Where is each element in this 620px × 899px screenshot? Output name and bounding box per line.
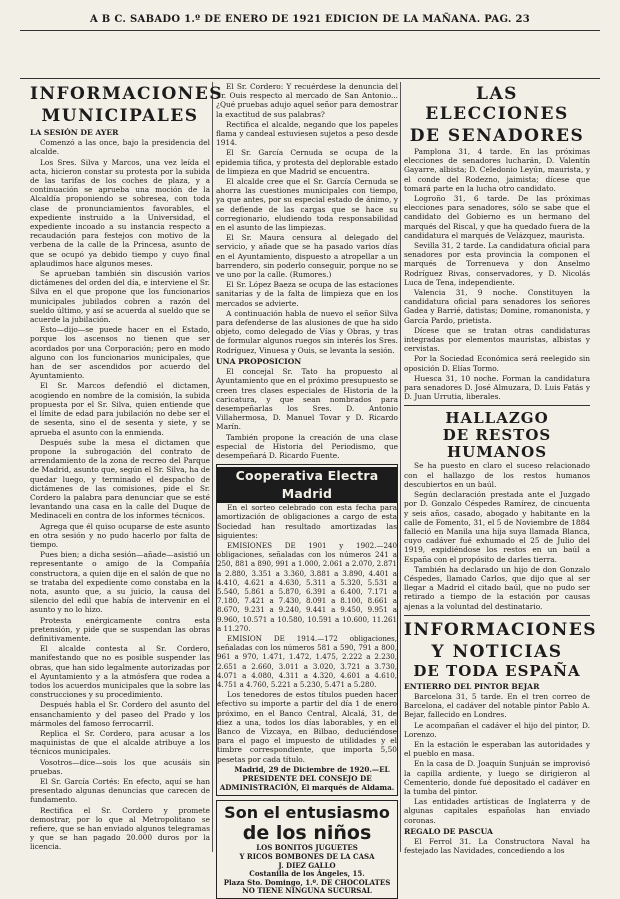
ad-line: NO TIENE NINGUNA SUCURSAL — [242, 886, 372, 896]
paragraph: El alcalde contesta al Sr. Cordero, manifestando que no es posible suspender las obras, que han sido legalmente autorizadas por el Ayuntamiento y a la atmósfera que rodea a todos los acuerdos municipales que la sobre las construcciones y su procedimiento. — [30, 644, 210, 700]
paragraph: A continuación habla de nuevo el señor Silva para defenderse de las alusiones de que ha sido objeto, como delegado de Vías y Obras, y tras de formular algunos ruegos sin interés los Sres. Rodríguez, Vinuesa y Ouis, se levanta la sesión. — [216, 308, 398, 355]
ad-line: Plaza Sto. Domingo, 1.º. DE CHOCOLATES — [223, 877, 391, 887]
ad-paragraph: EMISION DE 1914.—172 obligaciones, señaladas con los números 581 a 590, 791 a 800, 961 a 970, 1.471, 1.472, 1.475, 2.222 a 2.230, 2.651 a 2.660, 3.011 a 3.020, 3.721 a 3.730, 4.071 a 4.080, 4.311 a 4.320, 4.601 a 4.610, 4.751 a 4.760, 5.221 a 5.230, 5.471 a 5.280. — [217, 633, 397, 689]
ad-line: Costanilla de los Ángeles, 15. — [249, 869, 365, 879]
paragraph: Protesta enérgicamente contra esta pretensión, y pide que se suspendan las obras definitivamente. — [30, 615, 210, 643]
paragraph: Pamplona 31, 4 tarde. En las próximas elecciones de senadores lucharán, D. Valentín Gayarre, albista; D. Celedonio Leyún, maurista, y el conde del Rodezno, jaimista; dícese que tomará parte en la lucha otro candidato. — [404, 147, 590, 193]
paragraph: Después habla el Sr. Cordero del asunto del ensanchamiento y del paseo del Prado y los mármoles del famoso ferrocarril. — [30, 700, 210, 728]
headline-elecciones: LAS ELECCIONES — [425, 84, 569, 124]
section-heading: REGALO DE PASCUA — [404, 826, 493, 836]
paragraph: También propone la creación de una clase especial de Historia del Periodismo, que desempeñará D. Ricardo Fuente. — [216, 432, 398, 460]
paragraph: Barcelona 31, 5 tarde. En el tren correo de Barcelona, el cadáver del notable pintor Pablo A. Bejar, fallecido en Londres. — [404, 691, 590, 720]
section-heading: ENTIERRO DEL PINTOR BEJAR — [404, 681, 540, 691]
paragraph: En la estación le esperaban las autoridades y el pueblo en masa. — [404, 739, 590, 759]
ad-headline: de los niños — [242, 822, 372, 845]
divider — [404, 405, 590, 406]
paragraph: El concejal Sr. Tato ha propuesto al Ayuntamiento que en el próximo presupuesto se creen tres clases especiales de Historia de la caricatura, y que sean nombrados para desempeñarlas los Sres. D. Antonio Villahermosa, D. Manuel Tovar y D. Ricardo Marín. — [216, 367, 398, 432]
paragraph: Logroño 31, 6 tarde. De las próximas elecciones para senadores, sólo se sabe que el candidato del Gobierno es un hermano del marqués del Riscal, y que ha quedado fuera de la candidatura el marqués de Velázquez, maurista. — [404, 194, 590, 240]
middle-column — [216, 82, 398, 896]
paragraph: También ha declarado un hijo de don Gonzalo Céspedes, llamado Carlos, que dijo que al ser llegar a Madrid el citado baúl, que no pudo ser retirado a tiempo de la estación por causas ajenas a la voluntad del destinatario. — [404, 564, 590, 611]
paragraph: Replica el Sr. Cordero, para acusar a los maquinistas de que el alcalde atribuye a los técnicos municipales. — [30, 729, 210, 757]
ad-signature: Madrid, 29 de Diciembre de 1920.—EL PRESIDENTE DEL CONSEJO DE ADMINISTRACIÓN, El marqués de Aldama. — [219, 764, 395, 793]
paragraph: Los Sres. Silva y Marcos, una vez leída el acta, hicieron constar su protesta por la subida de las tarifas de los coches de plaza, y a continuación se aprueba una moción de la Alcaldía proponiendo se sobresea, con toda clase de pronunciamientos favorables, el expediente instruido a la Universidad, el expediente incoado a su instancia respecto a recaudación para festejos con motivo de la verbena de la calle de la Princesa, asunto de que se ocupó ya debido tiempo y cuyo final aplaudimos hace algunos meses. — [30, 157, 210, 268]
paragraph: Por la Sociedad Económica será reelegido sin oposición D. Elías Tormo. — [404, 354, 590, 373]
paragraph: Rectifica el Sr. Cordero y promete demostrar, por lo que al Metropolitano se refiere, que se han enviado algunos telegramas y que se han pagado 20.000 duros por la licencia. — [30, 805, 210, 852]
headline-informaciones-2: INFORMACIONES — [404, 619, 598, 640]
paragraph: Agrega que él quiso ocuparse de este asunto en otra sesión y no pudo hacerlo por falta de tiempo. — [30, 521, 210, 549]
ad-line: LOS BONITOS JUGUETES — [256, 843, 358, 853]
left-column — [30, 82, 224, 852]
paragraph: El alcalde cree que el Sr. García Cernuda se ahorra las cuestiones municipales con tiempo, ya que antes, por su especial estado de ánimo, y se defiende de las cargas que se hace su corregionario, eludiendo toda responsabilidad en el asunto de las limpiezas. — [216, 177, 398, 233]
ad-line: J. DIEZ GALLO — [278, 860, 336, 870]
paragraph: Comenzó a las once, bajo la presidencia del alcalde. — [30, 138, 210, 157]
column-divider — [400, 82, 401, 852]
paragraph: El Sr. López Baeza se ocupa de las estaciones sanitarias y de la falta de limpieza que en los mercados se advierte. — [216, 280, 398, 308]
paragraph: Se aprueban también sin discusión varios dictámenes del orden del día, e interviene el Sr. Silva en el que propone que los funcionarios municipales jubilados cobren a razón del sueldo último, y así se acuerda al sueldo que se acuerde la jubilación. — [30, 269, 210, 325]
divider — [404, 615, 590, 616]
paragraph: El Sr. Maura censura al delegado del servicio, y añade que se ha pasado varios días en el Ayuntamiento, dispuesto a atropellar a un barrendero, sin poderlo conseguir, porque no se ve uno por la calle. (Rumores.) — [216, 233, 398, 280]
right-column — [404, 82, 598, 856]
paragraph: Pues bien; a dicha sesión—añade—asistió un representante o amigo de la Compañía constructora, a quien dije en el salón de que no se trataba del expediente como constaba en la nota, asunto que, a su juicio, la causa del silencio del edil que había de intervenir en el asunto y no lo hizo. — [30, 550, 210, 615]
ad-title: Cooperativa Electra Madrid — [217, 467, 397, 503]
paragraph: En la casa de D. Joaquín Sunjuán se improvisó la capilla ardiente, y luego se dirigieron al Cementerio, donde fué depositado el cadáver en la tumba del pintor. — [404, 759, 590, 796]
paragraph: El Ferrol 31. La Constructora Naval ha festejado las Navidades, concediendo a los — [404, 836, 590, 856]
paragraph: Valencia 31, 9 noche. Constituyen la candidatura oficial para senadores los señores Gadea y Barrié, datistas; Domine, romanonista, y García Pardo, prietista. — [404, 288, 590, 325]
column-divider — [212, 82, 213, 852]
paragraph: Las entidades artísticas de Inglaterra y de algunas capitales españolas han enviado coronas. — [404, 797, 590, 825]
ad-paragraph: EMISIONES DE 1901 y 1902.—240 obligaciones, señaladas con los números 241 a 250, 881 a 890, 991 a 1.000, 2.061 a 2.070, 2.871 a 2.880, 3.351 a 3.360, 3.881 a 3.890, 4.401 a 4.410, 4.621 a 4.630, 5.311 a 5.320, 5.531 a 5.540, 5.861 a 5.870, 6.391 a 6.400, 7.171 a 7.180, 7.421 a 7.430, 8.091 a 8.100, 8.661 a 8.670, 9.231 a 9.240, 9.441 a 9.450, 9.951 a 9.960, 10.571 a 10.580, 10.591 a 10.600, 11.261 a 11.270. — [217, 540, 397, 633]
paragraph: Según declaración prestada ante el Juzgado por D. Gonzalo Céspedes Ramírez, de cincuenta y seis años, casado, abogado y habitante en la calle de Fomento, 31, el 5 de Noviembre de 1884 falleció en Manila una hija suya llamada Blanca, cuyo cadáver fué exhumado el 25 de Julio del 1919, expidiéndose los restos en un baúl a España con el propósito de darles tierra. — [404, 490, 590, 564]
masthead-rule — [20, 30, 600, 31]
headline-municipales: MUNICIPALES — [41, 106, 199, 126]
section-heading: UNA PROPOSICION — [216, 356, 302, 366]
paragraph: El Sr. García Cernuda se ocupa de la epidemia tífica, y protesta del deplorable estado de limpieza en que Madrid se encuentra. — [216, 148, 398, 176]
paragraph: Vosotros—dice—sois los que acusáis sin pruebas. — [30, 757, 210, 776]
paragraph: Rectifica el alcalde, negando que los papeles flama y candeal estuviesen sujetos a peso desde 1914. — [216, 119, 398, 148]
toys-ad — [216, 800, 398, 899]
paragraph: El Sr. García Cortés: En efecto, aquí se han presentado algunas denuncias que carecen de fundamento. — [30, 777, 210, 805]
paragraph: Le acompañan el cadáver el hijo del pintor, D. Lorenzo. — [404, 720, 590, 739]
paragraph: Dícese que se tratan otras candidaturas integradas por elementos mauristas, albistas y cervistas. — [404, 325, 590, 354]
cooperativa-ad — [216, 464, 398, 796]
paragraph: Esto—dijo—se puede hacer en el Estado, porque los ascensos no tienen que ser acordados por una Corporación; pero en modo alguno con los funcionarios municipales, que han de ser ascendidos por acuerdo del Ayuntamiento. — [30, 325, 210, 381]
headline-restos: DE RESTOS HUMANOS — [442, 426, 552, 462]
headline-hallazgo: HALLAZGO — [445, 409, 549, 428]
headline-toda-espana: DE TODA ESPAÑA — [413, 661, 581, 680]
headline-senadores: DE SENADORES — [409, 126, 585, 146]
headline-noticias: Y NOTICIAS — [431, 641, 563, 662]
paragraph: Después sube la mesa el dictamen que propone la subrogación del contrato de arrendamiento de la zona de recreo del Parque de Madrid, asunto que, según el Sr. Silva, ha de quedar luego, y terminado el despacho de dictámenes de las comisiones, pide el Sr. Cordero la palabra para denunciar que se esté levantando una casa en la calle del Duque de Medinaceli en contra de los informes técnicos. — [30, 437, 210, 521]
paragraph: Se ha puesto en claro el suceso relacionado con el hallazgo de los restos humanos descubiertos en un baúl. — [404, 461, 590, 489]
ad-paragraph: Los tenedores de estos títulos pueden hacer efectivo su importe a partir del día 1 de enero próximo, en el Banco Central, Alcalá, 31, de diez a una, todos los días laborables, y en el Banco de Vizcaya, en Bilbao, deduciéndose para el pago el impuesto de utilidades y el timbre correspondiente, que importa 5,50 pesetas por cada título. — [217, 690, 397, 764]
masthead: A B C. SABADO 1.º DE ENERO DE 1921 EDICION DE LA MAÑANA. PAG. 23 — [89, 14, 531, 25]
paragraph: Huesca 31, 10 noche. Forman la candidatura para senadores D. José Almuzara, D. Luis Fatás y D. Juan Urrutia, liberales. — [404, 373, 590, 402]
top-rule — [20, 78, 600, 79]
paragraph: El Sr. Marcos defendió el dictamen, acogiendo en nombre de la comisión, la subida propuesta por el Sr. Silva, quien entiende que el límite de edad para jubilación no debe ser el de sesenta, sino el de sesenta y siete, y se aprueba el asunto con la enmienda. — [30, 381, 210, 437]
ad-paragraph: En el sorteo celebrado con esta fecha para amortización de obligaciones a cargo de esta Sociedad han resultado amortizadas las siguientes: — [217, 503, 397, 540]
section-heading: LA SESIÓN DE AYER — [30, 128, 119, 137]
ad-line: Y RICOS BOMBONES DE LA CASA — [239, 852, 375, 862]
paragraph: Sevilla 31, 2 tarde. La candidatura oficial para senadores por esta provincia la componen el marqués de Torrenueva y don Anselmo Rodríguez Rivas, conservadores, y D. Nicolás Luca de Tena, independiente. — [404, 241, 590, 287]
headline-informaciones: INFORMACIONES — [30, 84, 224, 104]
ad-headline: Son el entusiasmo — [224, 803, 390, 823]
paragraph: El Sr. Cordero: Y recuérdese la denuncia del Sr. Ouis respecto al mercado de San Antonio... ¿Qué pruebas adujo aquel señor para demostrar la exactitud de sus palabras? — [216, 82, 398, 119]
